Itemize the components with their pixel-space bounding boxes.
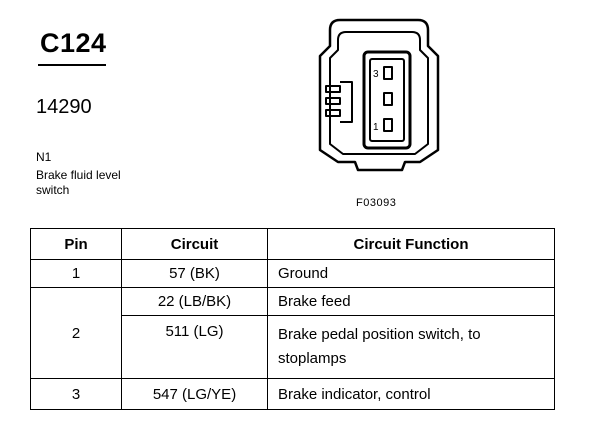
function-cell: Brake indicator, control xyxy=(268,379,555,410)
function-cell: Brake feed xyxy=(268,288,555,316)
connector-id-underline xyxy=(38,64,106,66)
table-row xyxy=(31,260,555,288)
location-code: N1 xyxy=(36,150,52,164)
locking-latch xyxy=(340,82,352,122)
function-cell: Brake pedal position switch, to stoplamps xyxy=(268,316,555,379)
table-row xyxy=(31,379,555,410)
pin-cell: 1 xyxy=(31,260,122,288)
pin-cavity-1 xyxy=(384,119,392,131)
circuit-cell: 511 (LG) xyxy=(122,316,268,379)
connector-face-diagram xyxy=(300,12,460,192)
pin-label-3: 3 xyxy=(373,69,379,80)
pin-cell: 2 xyxy=(31,288,122,379)
pin-cavity-3 xyxy=(384,67,392,79)
pin-cell: 3 xyxy=(31,379,122,410)
connector-inner-outline xyxy=(330,32,428,154)
figure-code: F03093 xyxy=(356,197,397,209)
component-name: Brake fluid level switch xyxy=(36,168,121,197)
pin-cavity-2 xyxy=(384,93,392,105)
locking-tab-3 xyxy=(326,110,340,116)
locking-tab-2 xyxy=(326,98,340,104)
header-function: Circuit Function xyxy=(268,229,555,260)
circuit-cell: 547 (LG/YE) xyxy=(122,379,268,410)
circuit-cell: 22 (LB/BK) xyxy=(122,288,268,316)
header-pin: Pin xyxy=(31,229,122,260)
circuit-cell: 57 (BK) xyxy=(122,260,268,288)
locking-tab-1 xyxy=(326,86,340,92)
header-circuit: Circuit xyxy=(122,229,268,260)
part-number: 14290 xyxy=(36,96,92,118)
function-cell: Ground xyxy=(268,260,555,288)
pin-table xyxy=(30,228,555,410)
table-row xyxy=(31,288,555,316)
connector-id: C124 xyxy=(40,28,107,58)
pin-label-1: 1 xyxy=(373,122,379,133)
table-header-row xyxy=(31,229,555,260)
